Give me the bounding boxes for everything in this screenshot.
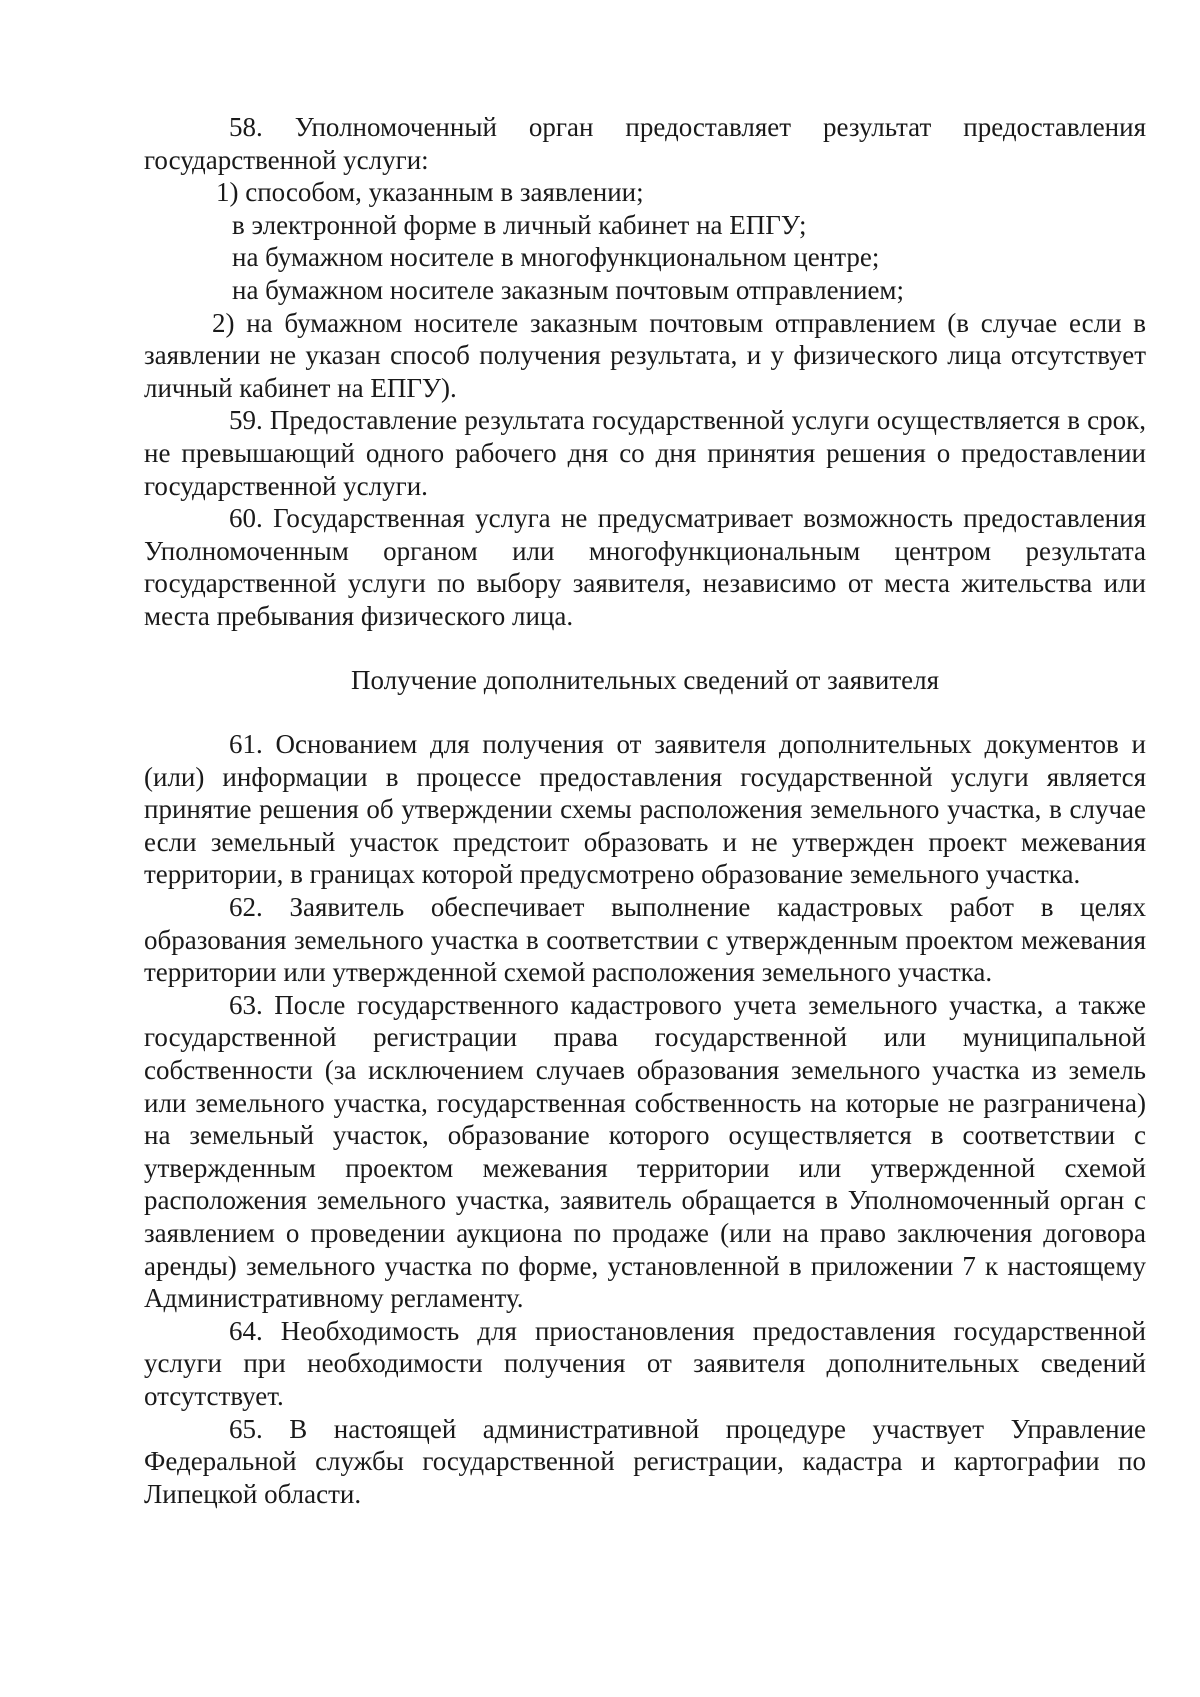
paragraph-58-item-2: 2) на бумажном носителе заказным почтовым отправлением (в случае если в заявлении не указан способ получения результата, и у физического лица отсутствует личный кабинет на ЕПГУ). [144, 307, 1146, 403]
document-page [144, 111, 1146, 1510]
paragraph-58-item-1-electronic: в электронной форме в личный кабинет на ЕПГУ; [232, 209, 807, 240]
paragraph-58-item-1-mail: на бумажном носителе заказным почтовым отправлением; [232, 274, 905, 305]
section-heading: Получение дополнительных сведений от заявителя [350, 664, 940, 695]
paragraph-64: 64. Необходимость для приостановления предоставления государственной услуги при необходимости получения от заявителя дополнительных сведений отсутствует. [144, 1315, 1146, 1411]
paragraph-62: 62. Заявитель обеспечивает выполнение кадастровых работ в целях образования земельного участка в соответствии с утвержденным проектом межевания территории или утвержденной схемой расположения земельного участка. [144, 892, 1146, 988]
spacer [144, 633, 1146, 664]
paragraph-60: 60. Государственная услуга не предусматривает возможность предоставления Уполномоченным органом или многофункциональным центром результата государственной услуги по выбору заявителя, независимо от места жительства или места пребывания физического лица. [144, 503, 1146, 631]
paragraph-58-item-1-mfc: на бумажном носителе в многофункциональном центре; [232, 242, 880, 273]
paragraph-63: 63. После государственного кадастрового учета земельного участка, а также государственной регистрации права государственной или муниципальной собственности (за исключением случаев образования земельного участка из земель или земельного участка, государственная собственность на которые не разграничена) на земельный участок, образование которого осуществляется в соответствии с утвержденным проектом межевания территории или утвержденной схемой расположения земельного участка, заявитель обращается в Уполномоченный орган с заявлением о проведении аукциона по продаже (или на право заключения договора аренды) земельного участка по форме, установленной в приложении 7 к настоящему Административному регламенту. [144, 989, 1146, 1314]
paragraph-61: 61. Основанием для получения от заявителя дополнительных документов и (или) информации в процессе предоставления государственной услуги является принятие решения об утверждении схемы расположения земельного участка, в случае если земельный участок предстоит образовать и не утвержден проект межевания территории, в границах которой предусмотрено образование земельного участка. [144, 729, 1146, 890]
spacer [144, 696, 1146, 728]
paragraph-65: 65. В настоящей административной процедуре участвует Управление Федеральной службы государственной регистрации, кадастра и картографии по Липецкой области. [144, 1413, 1146, 1509]
paragraph-59: 59. Предоставление результата государственной услуги осуществляется в срок, не превышающий одного рабочего дня со дня принятия решения о предоставлении государственной услуги. [144, 405, 1146, 501]
paragraph-58: 58. Уполномоченный орган предоставляет результат предоставления государственной услуги: [144, 112, 1146, 175]
paragraph-58-item-1: 1) способом, указанным в заявлении; [216, 177, 644, 208]
